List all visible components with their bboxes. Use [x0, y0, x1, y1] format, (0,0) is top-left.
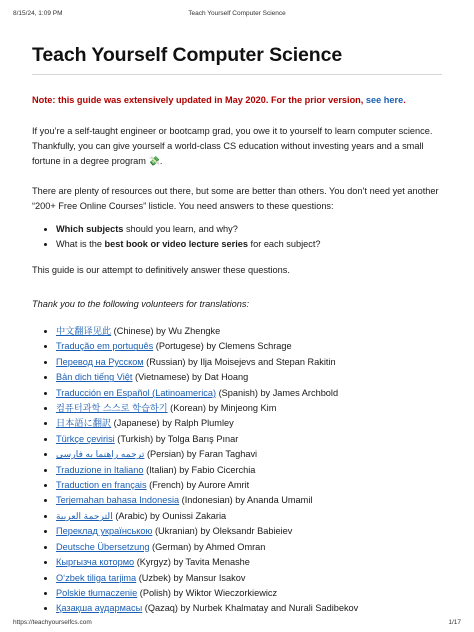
update-note-end: .	[403, 95, 406, 105]
translation-credit: (Russian) by Ilja Moisejevs and Stepan Rakitin	[143, 356, 336, 367]
translation-credit: (Uzbek) by Mansur Isakov	[136, 572, 246, 583]
list-item	[56, 571, 442, 586]
update-note-text: Note: this guide was extensively updated in May 2020. For the prior version,	[32, 95, 366, 105]
translation-credit: (Polish) by Wiktor Wieczorkiewicz	[137, 587, 278, 598]
translation-credit: (Indonesian) by Ananda Umamil	[179, 495, 313, 506]
translation-credit: (Vietnamese) by Dat Hoang	[132, 372, 249, 383]
translation-link[interactable]: Bản dịch tiếng Việt	[56, 372, 133, 383]
translation-link[interactable]: 中文翻译见此	[56, 326, 112, 336]
list-item	[56, 386, 442, 401]
translation-link[interactable]: 日本語に翻訳	[56, 418, 112, 429]
print-title: Teach Yourself Computer Science	[188, 10, 286, 17]
translation-credit: (German) by Ahmed Omran	[149, 541, 266, 552]
translation-link[interactable]: Türkçe çevirisi	[56, 433, 115, 444]
translation-credit: (Korean) by Minjeong Kim	[167, 403, 277, 414]
intro-paragraph-2: There are plenty of resources out there, but some are better than others. You don’t need yet another “200+ Free Online Courses” listicle. You need answers to these questions:	[32, 186, 439, 211]
intro-paragraph-3: This guide is our attempt to definitively answer these questions.	[32, 265, 290, 275]
question-bold: best book or video lecture series	[104, 239, 248, 249]
list-item	[56, 339, 442, 354]
translation-link[interactable]: Переклад українською	[56, 526, 153, 537]
list-item	[56, 509, 442, 524]
question-bold: Which subjects	[56, 224, 124, 234]
translation-link[interactable]: Deutsche Übersetzung	[56, 541, 150, 552]
intro-1-end: .	[159, 156, 163, 166]
translation-credit: (Ukranian) by Oleksandr Babieiev	[152, 526, 293, 537]
translation-link[interactable]: Terjemahan bahasa Indonesia	[56, 495, 180, 506]
translation-link[interactable]: Traduction en français	[56, 480, 147, 491]
translations-list	[32, 324, 442, 617]
list-item	[56, 237, 442, 252]
list-item	[56, 524, 442, 539]
translation-credit: (Spanish) by James Archbold	[216, 387, 339, 398]
translation-credit: (French) by Aurore Amrit	[146, 480, 250, 491]
list-item	[56, 555, 442, 570]
translation-credit: (Portugese) by Clemens Schrage	[153, 341, 292, 352]
list-item	[56, 432, 442, 447]
translation-credit: (Qazaq) by Nurbek Khalmatay and Nurali Sadibekov	[142, 603, 359, 614]
title-divider	[32, 74, 442, 75]
translation-link[interactable]: Tradução em português	[56, 341, 154, 352]
list-item	[56, 447, 442, 462]
translation-link[interactable]: Traduzione in Italiano	[56, 464, 144, 475]
translation-link[interactable]: Қазақша аудармасы	[56, 603, 143, 614]
question-text: What is the	[56, 239, 105, 249]
translation-link[interactable]: 컴퓨터과학 스스로 학습하기	[56, 403, 168, 414]
translation-credit: (Kyrgyz) by Tavita Menashe	[134, 557, 250, 568]
page-title: Teach Yourself Computer Science	[32, 44, 343, 66]
translation-link[interactable]: Traducción en Español (Latinoamerica)	[56, 387, 217, 398]
translations-heading: Thank you to the following volunteers for translations:	[32, 299, 250, 309]
translation-credit: (Turkish) by Tolga Barış Pınar	[114, 433, 239, 444]
translation-credit: (Chinese) by Wu Zhengke	[111, 326, 221, 336]
translation-link[interactable]: O‘zbek tiliga tarjima	[56, 572, 137, 583]
question-text: for each subject?	[248, 239, 321, 249]
list-item	[56, 493, 442, 508]
translation-link[interactable]: الترجمة العربية	[56, 510, 113, 521]
intro-paragraph-1	[32, 124, 442, 169]
list-item	[56, 540, 442, 555]
translation-link[interactable]: Polskie tłumaczenie	[56, 587, 138, 598]
translation-credit: (Arabic) by Ounissi Zakaria	[112, 510, 227, 521]
update-note	[32, 94, 442, 107]
translation-link[interactable]: Кыргызча котормо	[56, 557, 135, 568]
list-item	[56, 222, 442, 237]
list-item	[56, 370, 442, 385]
list-item	[56, 416, 442, 431]
questions-list	[32, 222, 442, 252]
question-text: should you learn, and why?	[123, 224, 238, 234]
page-number: 1/17	[448, 619, 461, 626]
money-icon: 💸	[148, 156, 160, 166]
translation-credit: (Italian) by Fabio Cicerchia	[143, 464, 256, 475]
list-item	[56, 463, 442, 478]
list-item	[56, 324, 442, 339]
print-datetime: 8/15/24, 1:09 PM	[13, 10, 63, 17]
intro-1-text: If you’re a self-taught engineer or bootcamp grad, you owe it to yourself to learn computer science. Thankfully, you can give yourself a world-class CS education without investing years and a small fortune in a degree program	[32, 126, 433, 166]
translation-link[interactable]: Перевод на Русском	[56, 356, 144, 367]
page-content	[32, 42, 442, 617]
list-item	[56, 355, 442, 370]
list-item	[56, 401, 442, 416]
list-item	[56, 601, 442, 616]
list-item	[56, 478, 442, 493]
translation-credit: (Persian) by Faran Taghavi	[144, 449, 258, 460]
translation-credit: (Japanese) by Ralph Plumley	[111, 418, 234, 429]
print-url: https://teachyourselfcs.com	[13, 619, 92, 626]
list-item	[56, 586, 442, 601]
translation-link[interactable]: ترجمه راهنما به فارسی	[56, 449, 145, 460]
prior-version-link[interactable]: see here	[365, 95, 404, 105]
